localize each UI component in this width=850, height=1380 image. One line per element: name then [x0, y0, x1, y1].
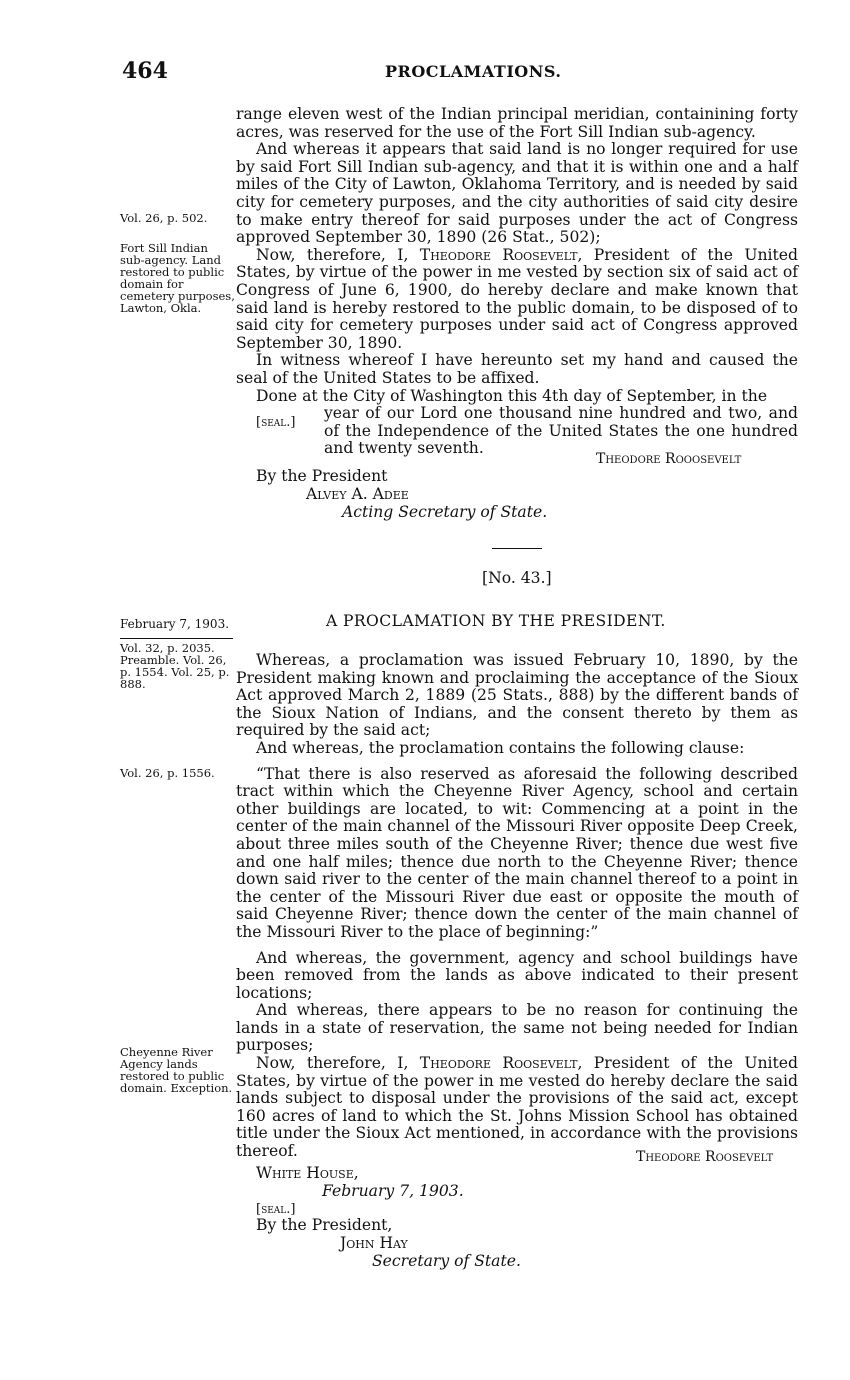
operative-paragraph: Now, therefore, I, Theodore Roosevelt, President of the United States, by virtue of the power in me vested do hereby declare the said lands subject to disposal under the provisions of the said act, except 160 acres of land to which the St. Johns Mission School has obtained title under the Sioux Act mentioned, in accordance with the provisions thereof.	[236, 1054, 798, 1161]
paragraph: And whereas it appears that said land is no longer required for use by said Fort Sill Indian sub-agency, and that it is within one and a half miles of the City of Lawton, Oklahoma Territory, and is needed by said city for cemetery purposes, and the city authorities of said city desire to make entry thereof for said purposes under the act of Congress approved September 30, 1890 (26 Stat., 502);	[236, 140, 798, 247]
seal-mark: [seal.]	[256, 1202, 296, 1217]
paragraph: Whereas, a proclamation was issued February 10, 1890, by the President making known and proclaiming the acceptance of the Sioux Act approved March 2, 1889 (25 Stats., 888) by the different bands of the Sioux Nation of Indians, and the consent thereto by them as required by the said act;	[236, 651, 798, 740]
margin-note: Fort Sill Indian sub-agency. Land restored to public domain for cemetery purposes, Lawton, Okla.	[120, 241, 235, 315]
margin-rule	[120, 638, 233, 639]
margin-date: February 7, 1903.	[120, 617, 230, 631]
done-continuation: year of our Lord one thousand nine hundred and two, and of the Independence of the United States the one hundred and twenty seventh.	[324, 404, 798, 458]
first-proclamation-body	[236, 106, 798, 458]
running-header: PROCLAMATIONS.	[385, 62, 562, 81]
paragraph: And whereas, the government, agency and school buildings have been removed from the lands as above indicated to their present locations;	[236, 948, 798, 1002]
proclamation-number: [No. 43.]	[482, 569, 552, 587]
president-name: Theodore Roosevelt	[419, 1054, 578, 1073]
signature: Theodore Roosevelt	[636, 1149, 774, 1165]
seal-mark: [seal.]	[256, 415, 296, 430]
quoted-clause: “That there is also reserved as aforesaid the following described tract within which the Cheyenne River Agency, school and certain other buildings are located, to wit: Commencing at a point in the center of the main channel of the Missouri River opposite Deep Creek, about three miles south of the Cheyenne River; thence due west five and one half miles; thence due north to the Cheyenne River; thence down said river to the center of the main channel thereof to a point in the center of the Missouri River due east or opposite the mouth of said Cheyenne River; thence down the center of the main channel of the Missouri River to the place of beginning:”	[236, 764, 798, 941]
page-number: 464	[122, 58, 168, 84]
officer-title: Acting Secretary of State.	[342, 503, 548, 521]
proclamation-heading: A PROCLAMATION BY THE PRESIDENT.	[326, 612, 666, 630]
paragraph: And whereas, the proclamation contains the following clause:	[256, 738, 745, 757]
paragraph: And whereas, there appears to be no reason for continuing the lands in a state of reservation, the same not being needed for Indian purposes;	[236, 1001, 798, 1055]
second-proclamation-body	[236, 652, 798, 1161]
operative-paragraph: Now, therefore, I, Theodore Roosevelt, President of the United States, by virtue of the power in me vested by section six of said act of Congress of June 6, 1900, do hereby declare and make known that said land is hereby restored to the public domain, to be disposed of to said city for cemetery purposes under said act of Congress approved September 30, 1890.	[236, 245, 798, 352]
officer-title: Secretary of State.	[372, 1252, 521, 1270]
president-name: Theodore Roosevelt	[419, 245, 578, 264]
section-divider	[492, 548, 542, 549]
attestation: By the President	[256, 467, 388, 485]
paragraph: range eleven west of the Indian principal meridian, containining forty acres, was reserved for the use of the Fort Sill Indian sub-agency.	[236, 105, 798, 141]
attestation: By the President,	[256, 1216, 393, 1234]
margin-references: Vol. 32, p. 2035. Preamble. Vol. 26, p. 1554. Vol. 25, p. 888.	[120, 641, 230, 691]
date: February 7, 1903.	[322, 1182, 464, 1200]
officer-name: John Hay	[340, 1234, 408, 1252]
margin-reference: Vol. 26, p. 502.	[120, 211, 208, 225]
witness-paragraph: In witness whereof I have hereunto set my hand and caused the seal of the United States to be affixed.	[236, 351, 798, 387]
done-line: Done at the City of Washington this 4th day of September, in the	[256, 386, 768, 405]
signature: Theodore Rooosevelt	[596, 451, 742, 467]
margin-note: Cheyenne River Agency lands restored to public domain. Exception.	[120, 1045, 233, 1095]
place: White House,	[256, 1164, 359, 1182]
margin-reference: Vol. 26, p. 1556.	[120, 766, 215, 780]
officer-name: Alvey A. Adee	[306, 485, 409, 503]
